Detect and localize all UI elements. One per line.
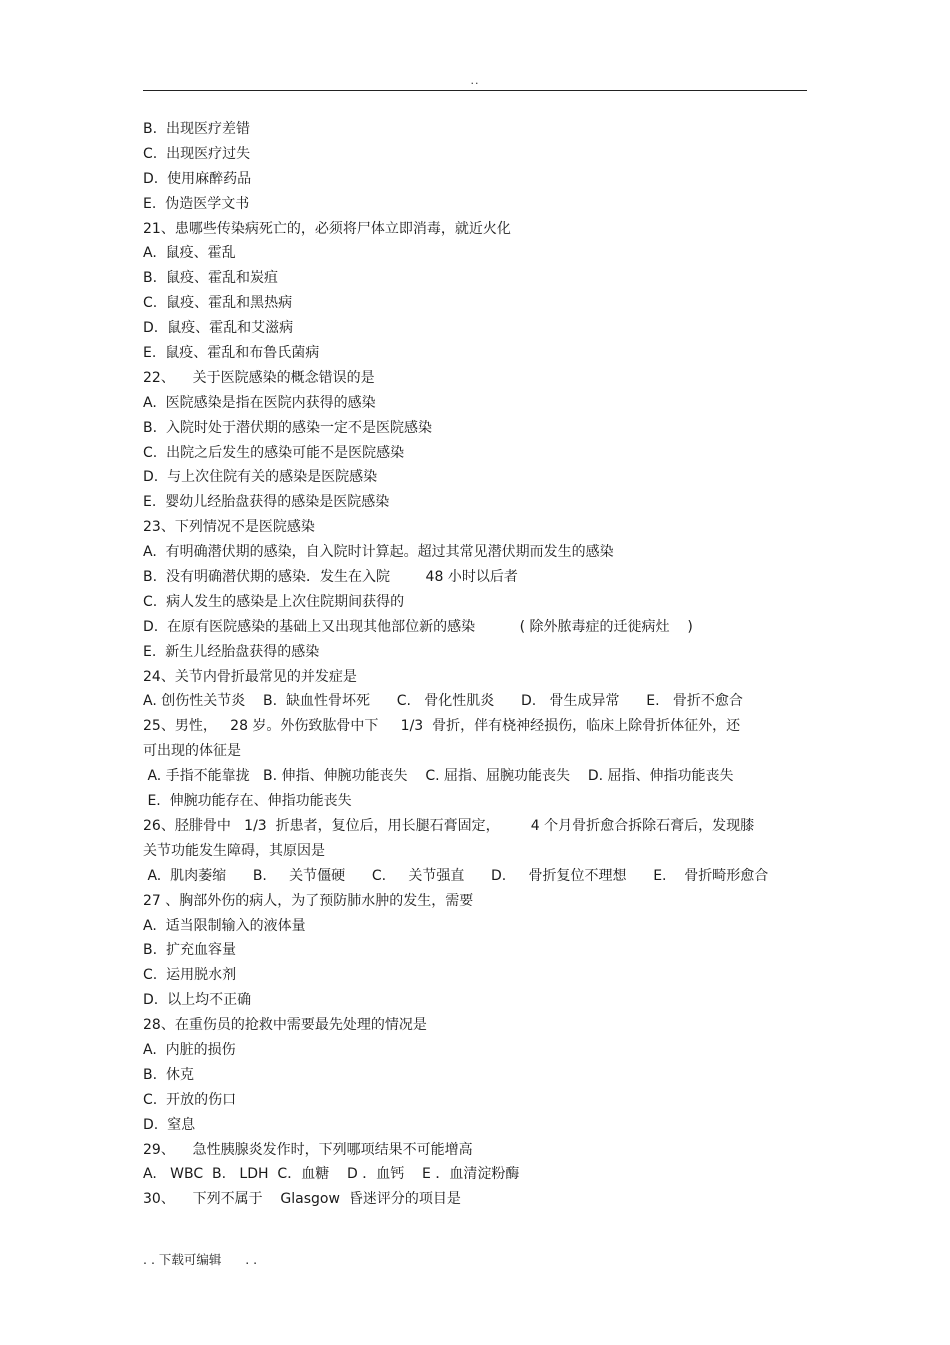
text-line: 24、关节内骨折最常见的并发症是 — [143, 668, 357, 685]
text-line: D. 以上均不正确 — [143, 992, 252, 1009]
text-line: D. 与上次住院有关的感染是医院感染 — [143, 469, 378, 486]
text-line: A. 有明确潜伏期的感染，自入院时计算起。超过其常见潜伏期而发生的感染 — [143, 544, 614, 561]
text-line: D. 使用麻醉药品 — [143, 170, 252, 187]
text-line: E. 新生儿经胎盘获得的感染 — [143, 643, 320, 660]
text-line: A. 医院感染是指在医院内获得的感染 — [143, 394, 376, 411]
text-line: E. 伪造医学文书 — [143, 195, 250, 212]
text-line: 25、男性， 28 岁。外伤致肱骨中下 1/3 骨折，伴有桡神经损伤，临床上除骨折体征外，还 — [143, 718, 741, 735]
text-line: 21、患哪些传染病死亡的，必须将尸体立即消毒，就近火化 — [143, 220, 511, 237]
text-line: C. 病人发生的感染是上次住院期间获得的 — [143, 593, 405, 610]
page-footer: . . 下载可编辑 . . — [143, 1252, 258, 1267]
text-line: 29、 急性胰腺炎发作时，下列哪项结果不可能增高 — [143, 1141, 473, 1158]
text-line: 27 、胸部外伤的病人，为了预防肺水肿的发生，需要 — [143, 892, 474, 909]
text-line: B. 没有明确潜伏期的感染．发生在入院 48 小时以后者 — [143, 569, 518, 586]
text-line: B. 入院时处于潜伏期的感染一定不是医院感染 — [143, 419, 432, 436]
text-line: B. 休克 — [143, 1066, 194, 1083]
text-line: B. 扩充血容量 — [143, 942, 236, 959]
text-line: B. 出现医疗差错 — [143, 121, 250, 137]
text-line: A. WBC B. LDH C．血糖 D ．血钙 E ．血清淀粉酶 — [143, 1166, 520, 1183]
text-line: D. 在原有医院感染的基础上又出现其他部位新的感染 ( 除外脓毒症的迁徙病灶 ) — [143, 618, 693, 635]
text-line: A. 鼠疫、霍乱 — [143, 245, 236, 262]
text-line: 30、 下列不属于 Glasgow 昏迷评分的项目是 — [143, 1191, 461, 1208]
text-line: E. 伸腕功能存在、伸指功能丧失 — [143, 793, 352, 810]
text-line: A. 肌肉萎缩 B. 关节僵硬 C. 关节强直 D. 骨折复位不理想 E. 骨折畸形愈合 — [143, 867, 769, 884]
header-divider — [143, 90, 807, 91]
text-line: C. 鼠疫、霍乱和黑热病 — [143, 295, 293, 312]
text-line: 可出现的体征是 — [143, 743, 241, 760]
text-line: A. 手指不能靠拢 B. 伸指、伸腕功能丧失 C. 屈指、屈腕功能丧失 D. 屈指、伸指功能丧失 — [143, 768, 734, 785]
text-line: C. 出现医疗过失 — [143, 145, 251, 162]
text-line: D. 窒息 — [143, 1116, 196, 1133]
text-line: E. 鼠疫、霍乱和布鲁氏菌病 — [143, 345, 320, 362]
text-line: C. 运用脱水剂 — [143, 967, 237, 984]
text-line: 28、在重伤员的抢救中需要最先处理的情况是 — [143, 1017, 427, 1034]
text-line: 关节功能发生障碍，其原因是 — [143, 842, 325, 859]
text-line: 22、 关于医院感染的概念错误的是 — [143, 369, 375, 386]
text-line: D. 鼠疫、霍乱和艾滋病 — [143, 320, 294, 337]
text-line: 23、下列情况不是医院感染 — [143, 519, 315, 536]
text-line: C. 出院之后发生的感染可能不是医院感染 — [143, 444, 405, 461]
text-line: E. 婴幼儿经胎盘获得的感染是医院感染 — [143, 494, 390, 511]
text-line: C. 开放的伤口 — [143, 1091, 237, 1108]
text-line: 26、胫腓骨中 1/3 折患者，复位后，用长腿石膏固定， 4 个月骨折愈合拆除石膏后，发现膝 — [143, 817, 755, 834]
text-line: A. 适当限制输入的液体量 — [143, 917, 306, 934]
document-body — [143, 117, 807, 1212]
text-line: A. 创伤性关节炎 B. 缺血性骨坏死 C. 骨化性肌炎 D. 骨生成异常 E. 骨折不愈合 — [143, 693, 743, 710]
text-line: A. 内脏的损伤 — [143, 1041, 236, 1058]
text-line: B. 鼠疫、霍乱和炭疽 — [143, 270, 278, 287]
page-header-mark: .. — [470, 74, 480, 87]
